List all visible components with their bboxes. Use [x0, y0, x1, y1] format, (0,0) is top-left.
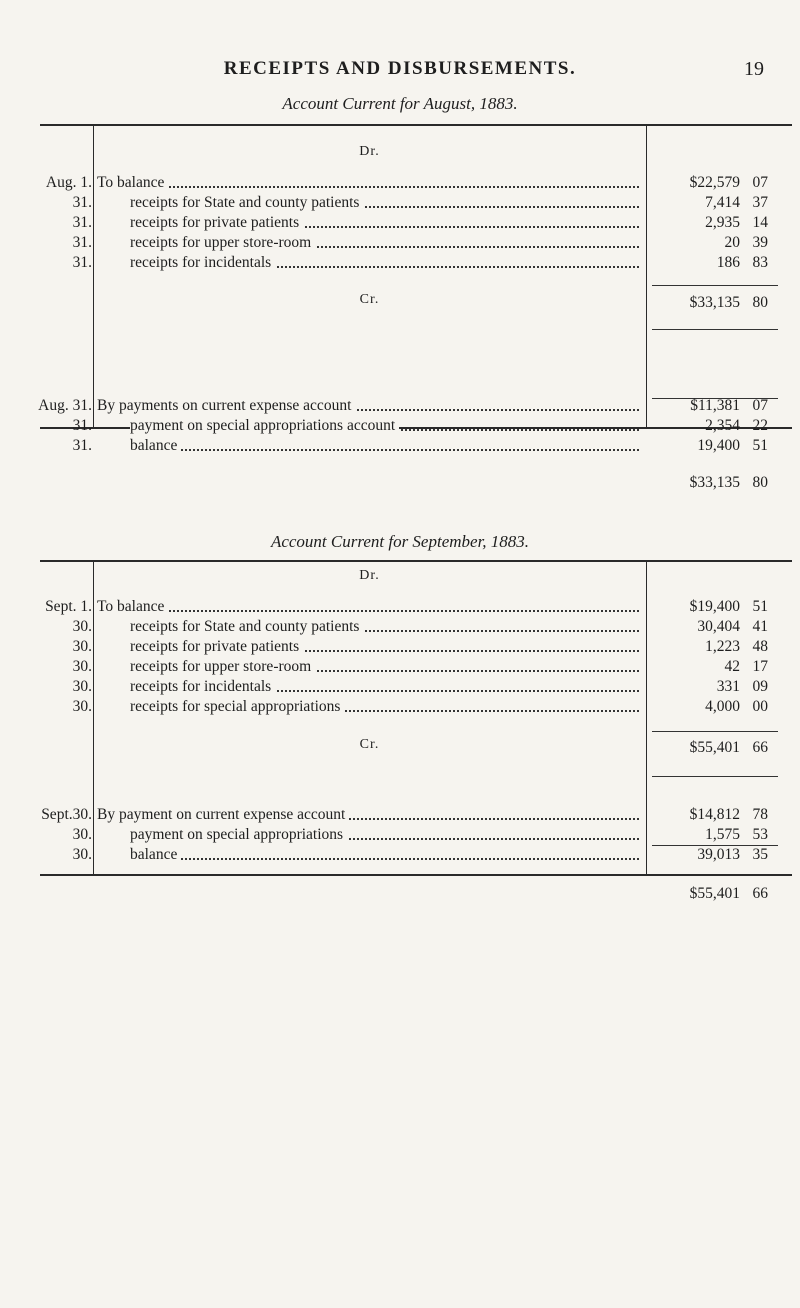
ledger-row	[0, 213, 800, 233]
credit-heading: Cr.	[359, 292, 380, 307]
entry-description	[130, 845, 639, 865]
amount-cents: 53	[752, 826, 768, 843]
entry-description	[130, 637, 639, 657]
entry-date: 30.	[72, 678, 92, 695]
ledger-row	[0, 637, 800, 657]
amount-cents: 66	[752, 739, 768, 756]
ledger-row	[0, 173, 800, 193]
credit-heading: Cr.	[359, 737, 380, 752]
ledger-august	[0, 124, 800, 430]
amount-cents: 07	[752, 397, 768, 414]
ledger-row	[0, 233, 800, 253]
ledger-row	[0, 825, 800, 845]
entry-date: Aug. 31.	[38, 397, 92, 414]
amount-dollars: 19,400	[697, 437, 740, 454]
entry-description-text: receipts for special appropriations	[130, 698, 344, 715]
entry-date: 31.	[72, 194, 92, 211]
entry-description	[130, 697, 639, 717]
amount-dollars: $55,401	[689, 885, 740, 902]
ledger-row	[0, 617, 800, 637]
entry-description	[130, 617, 639, 637]
amount-cents: 83	[752, 254, 768, 271]
amount-dollars: 1,575	[705, 826, 740, 843]
amount-dollars: 1,223	[705, 638, 740, 655]
amount-dollars: 331	[716, 678, 740, 695]
entry-description	[97, 173, 639, 193]
entry-description	[130, 677, 639, 697]
amount-cents: 51	[752, 598, 768, 615]
entry-description-text: balance	[130, 846, 181, 863]
entry-date: Sept. 1.	[45, 598, 92, 615]
ledger-total-row	[0, 884, 800, 904]
entry-description	[130, 436, 639, 456]
entry-description-text: To balance	[97, 174, 168, 191]
entry-description	[130, 253, 639, 273]
entry-description-text: receipts for private patients	[130, 214, 303, 231]
entry-description	[130, 416, 639, 436]
amount-cents: 80	[752, 474, 768, 491]
amount-cents: 17	[752, 658, 768, 675]
entry-description-text: receipts for incidentals	[130, 254, 275, 271]
entry-description-text: receipts for upper store-room	[130, 658, 315, 675]
entry-date: 31.	[72, 214, 92, 231]
amount-dollars: 30,404	[697, 618, 740, 635]
debit-sum-line	[652, 731, 778, 732]
entry-date: 30.	[72, 698, 92, 715]
ledger-row	[0, 657, 800, 677]
entry-date: 30.	[72, 846, 92, 863]
entry-description-text: receipts for private patients	[130, 638, 303, 655]
amount-dollars: $33,135	[689, 474, 740, 491]
ledger-total-row	[0, 473, 800, 493]
amount-dollars: 20	[724, 234, 740, 251]
account-title-september: Account Current for September, 1883.	[270, 532, 530, 551]
ledger-amount-divider	[646, 126, 647, 427]
entry-date: 30.	[72, 638, 92, 655]
amount-dollars: 2,935	[705, 214, 740, 231]
entry-date: 31.	[72, 234, 92, 251]
ledger-row	[0, 677, 800, 697]
entry-description-text: To balance	[97, 598, 168, 615]
running-title: RECEIPTS AND DISBURSEMENTS.	[223, 58, 577, 79]
entry-date: 30.	[72, 618, 92, 635]
entry-date: 31.	[72, 417, 92, 434]
entry-description-text: receipts for State and county patients	[130, 618, 363, 635]
entry-date: 31.	[72, 437, 92, 454]
ledger-total-row	[0, 738, 800, 758]
entry-description-text: payment on special appropriations account	[130, 417, 399, 434]
amount-cents: 09	[752, 678, 768, 695]
amount-dollars: $33,135	[689, 294, 740, 311]
debit-sum-line	[652, 285, 778, 286]
entry-description-text: balance	[130, 437, 181, 454]
entry-date: 30.	[72, 826, 92, 843]
debit-total-underline	[652, 329, 778, 330]
amount-dollars: $14,812	[689, 806, 740, 823]
amount-cents: 07	[752, 174, 768, 191]
page-header	[0, 58, 800, 86]
amount-dollars: 2,354	[705, 417, 740, 434]
ledger-bottom-rule	[40, 874, 792, 876]
amount-dollars: 39,013	[697, 846, 740, 863]
page-number: 19	[744, 58, 764, 80]
entry-description-text: payment on special appropriations	[130, 826, 347, 843]
amount-dollars: $22,579	[689, 174, 740, 191]
debit-heading: Dr.	[359, 144, 380, 159]
ledger-row	[0, 805, 800, 825]
amount-dollars: 7,414	[705, 194, 740, 211]
entry-description-text: receipts for upper store-room	[130, 234, 315, 251]
entry-description	[97, 396, 639, 416]
ledger-date-divider	[93, 126, 94, 427]
ledger-row	[0, 193, 800, 213]
entry-description-text: receipts for incidentals	[130, 678, 275, 695]
ledger-top-rule	[40, 560, 792, 562]
ledger-row	[0, 597, 800, 617]
account-title-august: Account Current for August, 1883.	[282, 94, 518, 113]
ledger-top-rule	[40, 124, 792, 126]
amount-dollars: $11,381	[690, 397, 740, 414]
amount-cents: 37	[752, 194, 768, 211]
debit-heading: Dr.	[359, 568, 380, 583]
entry-description-text: By payment on current expense account	[97, 806, 349, 823]
amount-dollars: 42	[724, 658, 740, 675]
entry-description-text: receipts for State and county patients	[130, 194, 363, 211]
ledger-row	[0, 253, 800, 273]
amount-cents: 14	[752, 214, 768, 231]
entry-date: 30.	[72, 658, 92, 675]
entry-description	[130, 213, 639, 233]
entry-description	[130, 193, 639, 213]
ledger-row	[0, 845, 800, 865]
entry-description	[130, 825, 639, 845]
ledger-row	[0, 697, 800, 717]
entry-description	[97, 805, 639, 825]
amount-cents: 66	[752, 885, 768, 902]
amount-cents: 51	[752, 437, 768, 454]
amount-cents: 78	[752, 806, 768, 823]
amount-dollars: 4,000	[705, 698, 740, 715]
ledger-row	[0, 416, 800, 436]
amount-cents: 39	[752, 234, 768, 251]
entry-description	[130, 657, 639, 677]
entry-date: Aug. 1.	[45, 174, 92, 191]
entry-date: 31.	[72, 254, 92, 271]
amount-cents: 80	[752, 294, 768, 311]
amount-cents: 35	[752, 846, 768, 863]
amount-dollars: 186	[716, 254, 740, 271]
amount-dollars: $19,400	[689, 598, 740, 615]
amount-cents: 22	[752, 417, 768, 434]
ledger-row	[0, 436, 800, 456]
entry-description-text: By payments on current expense account	[97, 397, 355, 414]
amount-cents: 41	[752, 618, 768, 635]
amount-cents: 00	[752, 698, 768, 715]
debit-total-underline	[652, 776, 778, 777]
entry-description	[130, 233, 639, 253]
ledger-row	[0, 396, 800, 416]
amount-cents: 48	[752, 638, 768, 655]
entry-description	[97, 597, 639, 617]
entry-date: Sept.30.	[41, 806, 92, 823]
amount-dollars: $55,401	[689, 739, 740, 756]
ledger-total-row	[0, 293, 800, 313]
